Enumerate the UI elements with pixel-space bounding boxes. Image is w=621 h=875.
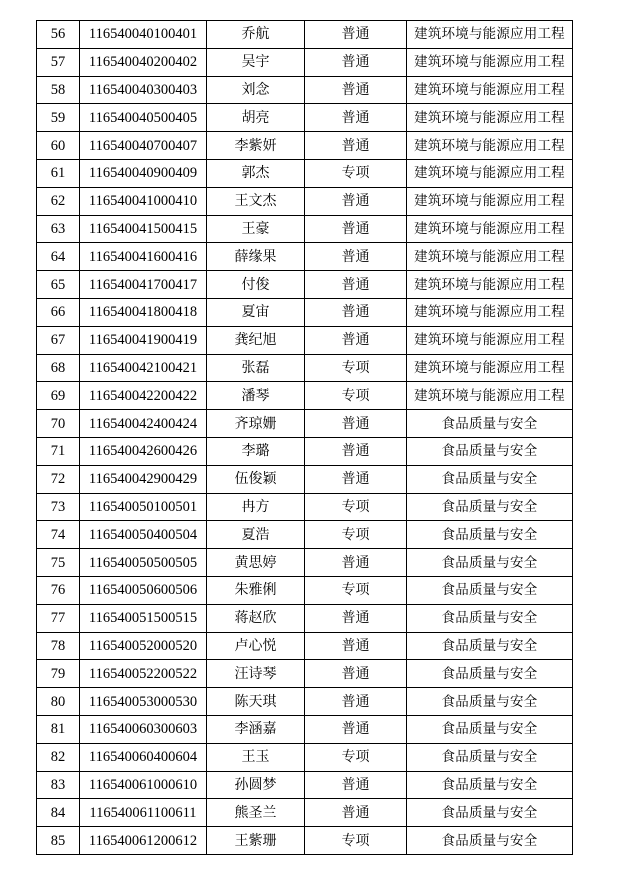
student-id-cell: 116540042100421 (80, 354, 207, 382)
student-name-cell: 胡亮 (207, 104, 305, 132)
major-cell: 建筑环境与能源应用工程 (407, 382, 573, 410)
row-index-cell: 68 (37, 354, 80, 382)
major-cell: 建筑环境与能源应用工程 (407, 132, 573, 160)
major-cell: 食品质量与安全 (407, 576, 573, 604)
student-id-cell: 116540040300403 (80, 76, 207, 104)
table-row (37, 799, 573, 827)
admission-type-cell: 普通 (305, 187, 407, 215)
student-name-cell: 夏宙 (207, 298, 305, 326)
document-page (36, 20, 572, 855)
admission-type-cell: 普通 (305, 243, 407, 271)
row-index-cell: 80 (37, 688, 80, 716)
major-cell: 食品质量与安全 (407, 688, 573, 716)
student-name-cell: 卢心悦 (207, 632, 305, 660)
student-name-cell: 王豪 (207, 215, 305, 243)
student-id-cell: 116540041500415 (80, 215, 207, 243)
row-index-cell: 59 (37, 104, 80, 132)
row-index-cell: 58 (37, 76, 80, 104)
student-id-cell: 116540042900429 (80, 465, 207, 493)
admission-type-cell: 普通 (305, 298, 407, 326)
major-cell: 食品质量与安全 (407, 549, 573, 577)
student-id-cell: 116540040100401 (80, 21, 207, 49)
student-id-cell: 116540061000610 (80, 771, 207, 799)
row-index-cell: 74 (37, 521, 80, 549)
row-index-cell: 61 (37, 159, 80, 187)
student-id-cell: 116540061200612 (80, 827, 207, 855)
table-row (37, 215, 573, 243)
student-name-cell: 李璐 (207, 437, 305, 465)
admission-type-cell: 普通 (305, 132, 407, 160)
table-row (37, 410, 573, 438)
major-cell: 食品质量与安全 (407, 521, 573, 549)
major-cell: 建筑环境与能源应用工程 (407, 271, 573, 299)
admission-type-cell: 普通 (305, 688, 407, 716)
row-index-cell: 71 (37, 437, 80, 465)
row-index-cell: 69 (37, 382, 80, 410)
admission-type-cell: 普通 (305, 215, 407, 243)
row-index-cell: 70 (37, 410, 80, 438)
admission-type-cell: 普通 (305, 410, 407, 438)
table-row (37, 159, 573, 187)
major-cell: 食品质量与安全 (407, 660, 573, 688)
major-cell: 食品质量与安全 (407, 827, 573, 855)
table-row (37, 604, 573, 632)
table-body (37, 21, 573, 855)
student-name-cell: 蒋赵欣 (207, 604, 305, 632)
admission-type-cell: 普通 (305, 771, 407, 799)
row-index-cell: 75 (37, 549, 80, 577)
row-index-cell: 67 (37, 326, 80, 354)
table-row (37, 48, 573, 76)
student-id-cell: 116540050500505 (80, 549, 207, 577)
student-name-cell: 陈天琪 (207, 688, 305, 716)
student-name-cell: 熊圣兰 (207, 799, 305, 827)
student-id-cell: 116540041900419 (80, 326, 207, 354)
table-row (37, 715, 573, 743)
student-name-cell: 付俊 (207, 271, 305, 299)
row-index-cell: 64 (37, 243, 80, 271)
table-row (37, 493, 573, 521)
major-cell: 食品质量与安全 (407, 715, 573, 743)
table-row (37, 187, 573, 215)
admission-type-cell: 普通 (305, 437, 407, 465)
table-row (37, 688, 573, 716)
student-name-cell: 乔航 (207, 21, 305, 49)
admission-type-cell: 普通 (305, 632, 407, 660)
admission-type-cell: 专项 (305, 493, 407, 521)
student-name-cell: 张磊 (207, 354, 305, 382)
table-row (37, 382, 573, 410)
student-name-cell: 李涵嘉 (207, 715, 305, 743)
table-row (37, 21, 573, 49)
student-name-cell: 王文杰 (207, 187, 305, 215)
student-name-cell: 王紫珊 (207, 827, 305, 855)
student-name-cell: 冉方 (207, 493, 305, 521)
student-id-cell: 116540060400604 (80, 743, 207, 771)
student-id-cell: 116540042400424 (80, 410, 207, 438)
student-name-cell: 郭杰 (207, 159, 305, 187)
major-cell: 建筑环境与能源应用工程 (407, 187, 573, 215)
row-index-cell: 83 (37, 771, 80, 799)
admission-type-cell: 专项 (305, 743, 407, 771)
major-cell: 建筑环境与能源应用工程 (407, 104, 573, 132)
table-row (37, 576, 573, 604)
student-id-cell: 116540053000530 (80, 688, 207, 716)
student-name-cell: 夏浩 (207, 521, 305, 549)
admission-type-cell: 专项 (305, 354, 407, 382)
major-cell: 建筑环境与能源应用工程 (407, 76, 573, 104)
row-index-cell: 78 (37, 632, 80, 660)
student-name-cell: 薛缘果 (207, 243, 305, 271)
row-index-cell: 73 (37, 493, 80, 521)
student-id-cell: 116540052000520 (80, 632, 207, 660)
student-id-cell: 116540050100501 (80, 493, 207, 521)
major-cell: 建筑环境与能源应用工程 (407, 215, 573, 243)
major-cell: 食品质量与安全 (407, 743, 573, 771)
admission-type-cell: 普通 (305, 48, 407, 76)
major-cell: 建筑环境与能源应用工程 (407, 326, 573, 354)
major-cell: 食品质量与安全 (407, 799, 573, 827)
row-index-cell: 56 (37, 21, 80, 49)
student-name-cell: 刘念 (207, 76, 305, 104)
major-cell: 建筑环境与能源应用工程 (407, 159, 573, 187)
student-id-cell: 116540052200522 (80, 660, 207, 688)
student-id-cell: 116540051500515 (80, 604, 207, 632)
student-name-cell: 齐琼姗 (207, 410, 305, 438)
major-cell: 建筑环境与能源应用工程 (407, 21, 573, 49)
table-row (37, 76, 573, 104)
table-row (37, 771, 573, 799)
student-id-cell: 116540050600506 (80, 576, 207, 604)
student-id-cell: 116540050400504 (80, 521, 207, 549)
table-row (37, 326, 573, 354)
table-row (37, 632, 573, 660)
student-id-cell: 116540061100611 (80, 799, 207, 827)
major-cell: 建筑环境与能源应用工程 (407, 243, 573, 271)
row-index-cell: 65 (37, 271, 80, 299)
major-cell: 建筑环境与能源应用工程 (407, 354, 573, 382)
admission-type-cell: 普通 (305, 465, 407, 493)
table-row (37, 743, 573, 771)
row-index-cell: 85 (37, 827, 80, 855)
student-id-cell: 116540042200422 (80, 382, 207, 410)
major-cell: 建筑环境与能源应用工程 (407, 48, 573, 76)
admission-type-cell: 普通 (305, 604, 407, 632)
admission-type-cell: 普通 (305, 21, 407, 49)
admission-type-cell: 专项 (305, 159, 407, 187)
table-row (37, 437, 573, 465)
table-row (37, 354, 573, 382)
student-name-cell: 朱雅俐 (207, 576, 305, 604)
admission-type-cell: 普通 (305, 104, 407, 132)
student-id-cell: 116540060300603 (80, 715, 207, 743)
table-row (37, 549, 573, 577)
student-id-cell: 116540040200402 (80, 48, 207, 76)
table-row (37, 104, 573, 132)
student-name-cell: 孙圆梦 (207, 771, 305, 799)
major-cell: 食品质量与安全 (407, 632, 573, 660)
row-index-cell: 84 (37, 799, 80, 827)
row-index-cell: 81 (37, 715, 80, 743)
table-row (37, 827, 573, 855)
table-row (37, 521, 573, 549)
row-index-cell: 72 (37, 465, 80, 493)
student-id-cell: 116540040900409 (80, 159, 207, 187)
admission-type-cell: 专项 (305, 827, 407, 855)
major-cell: 食品质量与安全 (407, 604, 573, 632)
admission-type-cell: 专项 (305, 382, 407, 410)
row-index-cell: 62 (37, 187, 80, 215)
student-id-cell: 116540041800418 (80, 298, 207, 326)
admission-type-cell: 普通 (305, 271, 407, 299)
table-row (37, 271, 573, 299)
student-id-cell: 116540042600426 (80, 437, 207, 465)
major-cell: 食品质量与安全 (407, 493, 573, 521)
table-row (37, 465, 573, 493)
row-index-cell: 82 (37, 743, 80, 771)
admission-type-cell: 普通 (305, 326, 407, 354)
major-cell: 建筑环境与能源应用工程 (407, 298, 573, 326)
student-name-cell: 汪诗琴 (207, 660, 305, 688)
student-name-cell: 李紫妍 (207, 132, 305, 160)
table-row (37, 243, 573, 271)
student-name-cell: 王玉 (207, 743, 305, 771)
admission-type-cell: 专项 (305, 521, 407, 549)
student-id-cell: 116540040500405 (80, 104, 207, 132)
major-cell: 食品质量与安全 (407, 410, 573, 438)
student-name-cell: 吴宇 (207, 48, 305, 76)
major-cell: 食品质量与安全 (407, 771, 573, 799)
major-cell: 食品质量与安全 (407, 437, 573, 465)
major-cell: 食品质量与安全 (407, 465, 573, 493)
student-name-cell: 潘琴 (207, 382, 305, 410)
table-row (37, 132, 573, 160)
admission-type-cell: 专项 (305, 576, 407, 604)
row-index-cell: 66 (37, 298, 80, 326)
student-id-cell: 116540041700417 (80, 271, 207, 299)
student-name-cell: 伍俊颖 (207, 465, 305, 493)
admission-type-cell: 普通 (305, 549, 407, 577)
table-row (37, 660, 573, 688)
student-name-cell: 黄思婷 (207, 549, 305, 577)
row-index-cell: 57 (37, 48, 80, 76)
student-id-cell: 116540040700407 (80, 132, 207, 160)
row-index-cell: 63 (37, 215, 80, 243)
admission-type-cell: 普通 (305, 799, 407, 827)
row-index-cell: 60 (37, 132, 80, 160)
student-id-cell: 116540041000410 (80, 187, 207, 215)
row-index-cell: 79 (37, 660, 80, 688)
admission-type-cell: 普通 (305, 715, 407, 743)
row-index-cell: 77 (37, 604, 80, 632)
student-id-cell: 116540041600416 (80, 243, 207, 271)
admission-type-cell: 普通 (305, 660, 407, 688)
student-list-table (36, 20, 573, 855)
row-index-cell: 76 (37, 576, 80, 604)
table-row (37, 298, 573, 326)
admission-type-cell: 普通 (305, 76, 407, 104)
student-name-cell: 龚纪旭 (207, 326, 305, 354)
